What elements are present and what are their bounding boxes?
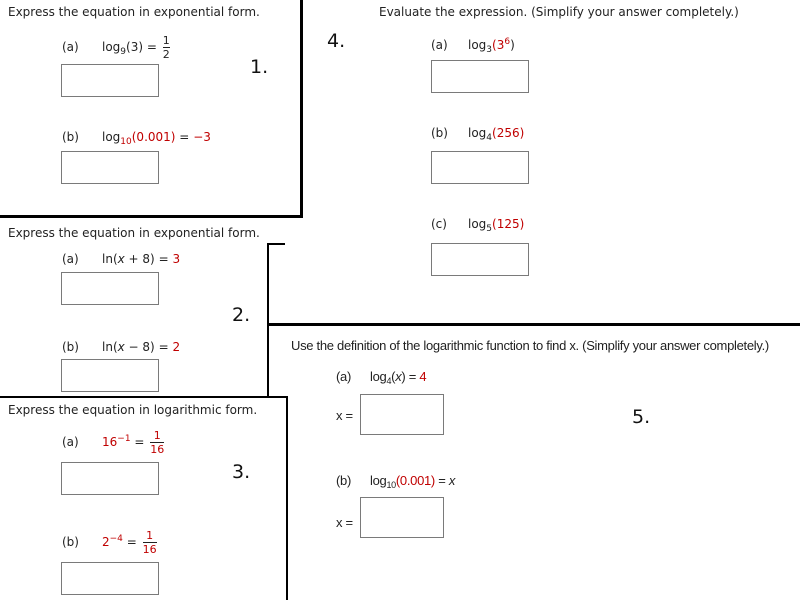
divider-p3-right (286, 396, 288, 600)
expression-b: (b) $\log_4(256)$ (431, 126, 525, 143)
part-label: (a) (62, 252, 79, 266)
instruction-text: Express the equation in exponential form. (8, 5, 260, 19)
fraction: $\frac{1}{16}$ (142, 529, 157, 556)
answer-field-2a[interactable] (61, 272, 159, 305)
part-label: (a) (62, 40, 79, 54)
equation-a: (a) $\log_4(x) = 4$ (336, 369, 427, 386)
answer-field-3a[interactable] (61, 462, 159, 495)
answer-field-3b[interactable] (61, 562, 159, 595)
answer-field-2b[interactable] (61, 359, 159, 392)
part-label: (b) (62, 535, 79, 549)
problem-number: 3. (232, 461, 251, 483)
divider-p1-bottom (0, 215, 303, 218)
instruction-text: Express the equation in logarithmic form. (8, 403, 258, 417)
problem-number: 5. (632, 406, 651, 428)
answer-prefix: x = (336, 515, 353, 530)
part-label: (b) (62, 130, 79, 144)
fraction: $\frac{1}{2}$ (162, 34, 170, 61)
instruction-text: Evaluate the expression. (Simplify your answer completely.) (379, 5, 739, 19)
equation-a: (a) $\log_9(3)$ = $\frac{1}{2}$ (62, 34, 170, 61)
answer-field-4b[interactable] (431, 151, 529, 184)
divider-p1-right (300, 0, 303, 218)
answer-field-4c[interactable] (431, 243, 529, 276)
answer-field-1b[interactable] (61, 151, 159, 184)
problem-number: 2. (232, 304, 251, 326)
part-label: (b) (431, 126, 448, 140)
part-label: (c) (431, 217, 447, 231)
equation-b: (b) $2^{-4}$ = $\frac{1}{16}$ (62, 529, 157, 556)
divider-p4-bottom (267, 323, 800, 326)
part-label: (a) (431, 38, 448, 52)
divider-p2-top-right (267, 243, 285, 245)
instruction-text: Use the definition of the logarithmic function to find x. (Simplify your answer completely.) (291, 338, 769, 353)
expression-c: (c) $\log_5(125)$ (431, 217, 525, 234)
part-label: (b) (336, 473, 351, 488)
expression-a: (a) $\log_3(3^6)$ (431, 37, 515, 55)
divider-p3-top (0, 396, 288, 398)
fraction: $\frac{1}{16}$ (150, 429, 165, 456)
equation-b: (b) ln(x − 8) = 2 (62, 340, 181, 354)
answer-field-4a[interactable] (431, 60, 529, 93)
answer-field-1a[interactable] (61, 64, 159, 97)
answer-field-5b[interactable] (360, 497, 444, 538)
answer-field-5a[interactable] (360, 394, 444, 435)
divider-p2-right (267, 243, 269, 398)
part-label: (a) (62, 435, 79, 449)
problem-number: 4. (327, 30, 346, 52)
equation-a: (a) $16^{-1}$ = $\frac{1}{16}$ (62, 429, 165, 456)
problem-number: 1. (250, 56, 269, 78)
equation-b: (b) $\log_{10}(0.001) = -3$ (62, 130, 211, 147)
equation-b: (b) $\log_{10}(0.001) = x$ (336, 473, 456, 490)
part-label: (a) (336, 369, 351, 384)
instruction-text: Express the equation in exponential form. (8, 226, 260, 240)
equation-a: (a) ln(x + 8) = 3 (62, 252, 181, 266)
part-label: (b) (62, 340, 79, 354)
answer-prefix: x = (336, 408, 353, 423)
